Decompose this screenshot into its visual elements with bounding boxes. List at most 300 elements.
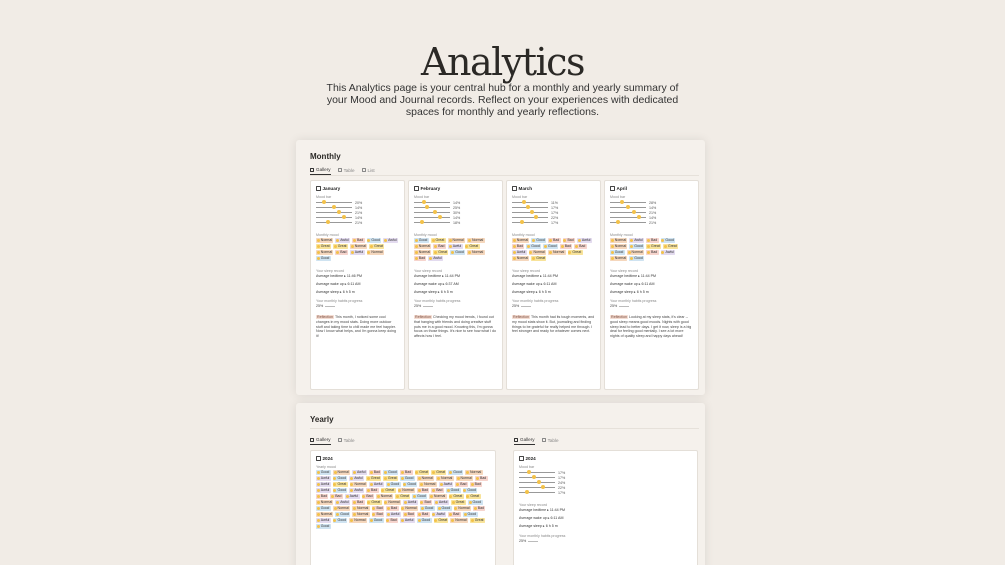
mood-chip: Bad: [386, 518, 398, 523]
mood-chip: Great: [381, 488, 396, 493]
tab-table[interactable]: [338, 437, 355, 445]
mood-chip: Good: [369, 518, 384, 523]
mood-bar-track: [414, 207, 450, 208]
mood-chip: Awful: [349, 488, 364, 493]
mood-chip: Normal: [376, 494, 393, 499]
mood-chip: Good: [448, 470, 463, 475]
sleep-record-label: Your sleep record: [610, 268, 639, 273]
mood-chip: Normal: [512, 256, 529, 261]
mood-chip: Awful: [577, 238, 592, 243]
mood-chip: Awful: [512, 250, 527, 255]
mood-chip: Good: [333, 476, 348, 481]
table-icon: [338, 438, 342, 442]
mood-chip: Awful: [448, 244, 463, 249]
mood-bar-track: [519, 472, 555, 473]
month-card-header: [610, 186, 693, 191]
mood-chip: Good: [367, 238, 382, 243]
habits-progress-label: Your monthly habits progress: [414, 298, 461, 303]
mood-bar-track: [414, 217, 450, 218]
mood-bar-percent: 17%: [558, 475, 566, 480]
mood-chip: Good: [543, 244, 558, 249]
mood-chip: Bad: [372, 506, 384, 511]
mood-chip: Normal: [548, 250, 565, 255]
smiley-icon: [438, 215, 442, 219]
mood-chip: Good: [316, 506, 331, 511]
mood-chip: Awful: [345, 494, 360, 499]
mood-chip: Bad: [330, 494, 342, 499]
average-sleep: Average sleep ▸ 6 h 5 m: [512, 289, 551, 294]
month-card-april[interactable]: [604, 180, 699, 390]
mood-bar-percent: 14%: [453, 215, 461, 220]
mood-bar-percent: 21%: [649, 210, 657, 215]
table-icon: [338, 168, 342, 172]
mood-chips: [414, 238, 497, 261]
tab-label: Table: [547, 437, 559, 443]
mood-chip: Great: [369, 244, 384, 249]
tab-gallery[interactable]: [514, 437, 535, 445]
mood-chip: Bad: [414, 256, 426, 261]
smiley-icon: [326, 220, 330, 224]
mood-bar-track: [610, 207, 646, 208]
page-description: This Analytics page is your central hub for a monthly and yearly summary of your Mood and Journal records. Reflect on your experiences with dedicated spaces for monthly and yearly reflections.: [326, 82, 679, 118]
mood-chip: Normal: [316, 500, 333, 505]
sleep-label: Average bedtime: [414, 273, 442, 278]
mood-chip: Good: [316, 470, 331, 475]
calendar-icon: [512, 186, 517, 191]
calendar-icon: [610, 186, 615, 191]
mood-chip: Awful: [400, 518, 415, 523]
mood-chip: Normal: [419, 482, 436, 487]
smiley-icon: [526, 205, 530, 209]
mood-chip: Good: [463, 512, 478, 517]
mood-chip: Good: [420, 506, 435, 511]
mood-chip: Normal: [456, 476, 473, 481]
mood-bar-percent: 25%: [453, 205, 461, 210]
mood-chip: Bad: [431, 488, 443, 493]
month-card-january[interactable]: [310, 180, 405, 390]
mood-chip: Great: [316, 244, 331, 249]
tab-table[interactable]: [338, 167, 355, 175]
reflection-body: This month, I noticed some cool changes in my mood stats. Doing more outdoor stuff and taking time to chill made me feel happier. Now I know what helps, and I'm gonna keep doing it!: [316, 314, 396, 339]
mood-chip: Normal: [350, 482, 367, 487]
reflection-body: Checking my mood trends, I found out that hanging with friends and doing creative stuff puts me in a good mood. Knowing this, I'm gonna focus on those things. It's nice to see how what I do affects how I feel.: [414, 314, 496, 339]
average-wake: Average wake up ▸ 6:37 AM: [414, 281, 459, 286]
mood-chip: Normal: [627, 250, 644, 255]
mood-chip: Normal: [450, 518, 467, 523]
mood-bar-percent: 14%: [453, 200, 461, 205]
mood-chip: Great: [470, 518, 485, 523]
mood-chip: Normal: [529, 250, 546, 255]
mood-bar-track: [316, 217, 352, 218]
habits-progress-label: Your monthly habits progress: [512, 298, 559, 303]
mood-chip: Normal: [316, 238, 333, 243]
mood-chip: Great: [451, 500, 466, 505]
reflection-text: [512, 315, 595, 334]
reflection-tag: Reflection: [415, 314, 431, 319]
mood-bar-track: [610, 222, 646, 223]
mood-bar-track: [414, 222, 450, 223]
mood-chip: Normal: [414, 250, 431, 255]
sleep-record-label: Your sleep record: [512, 268, 541, 273]
sleep-label: Average sleep: [414, 289, 437, 294]
mood-bar-percent: 21%: [355, 210, 363, 215]
sleep-label: Average wake up: [414, 281, 442, 286]
monthly-view-tabs: [310, 167, 375, 175]
habits-percent: 25%: [414, 303, 422, 308]
yearly-bedtime: Average bedtime ▸ 11:44 PM: [519, 508, 566, 512]
mood-chip: Awful: [629, 238, 644, 243]
tab-gallery[interactable]: [310, 167, 331, 175]
mood-bar-label: Mood bar: [414, 195, 430, 199]
mood-chip: Normal: [454, 506, 471, 511]
mood-chip: Awful: [335, 500, 350, 505]
habits-progress-bar: [423, 306, 433, 307]
habits-progress: [414, 304, 497, 308]
habits-progress-bar: [325, 306, 335, 307]
mood-bar-track: [519, 492, 555, 493]
average-bedtime: Average bedtime ▸ 11:46 PM: [316, 273, 363, 278]
mood-chip: Great: [449, 494, 464, 499]
month-card-title: March: [518, 186, 533, 191]
table-icon: [542, 438, 546, 442]
mood-chip: Normal: [367, 250, 384, 255]
mood-chip: Awful: [428, 256, 443, 261]
mood-chips: [512, 238, 595, 261]
monthly-heading: Monthly: [310, 152, 341, 161]
yearly-wake: Average wake up ▸ 6:11 AM: [519, 516, 564, 520]
sleep-label: Average bedtime: [610, 273, 638, 278]
mood-bar-row: [519, 490, 692, 495]
mood-chip: Great: [531, 256, 546, 261]
smiley-icon: [342, 215, 346, 219]
mood-chip: Good: [333, 488, 348, 493]
sleep-label: Average wake up: [316, 281, 344, 286]
monthly-mood-label: Monthly mood: [610, 233, 633, 237]
smiley-icon: [534, 215, 538, 219]
mood-chip: Normal: [349, 518, 366, 523]
yearly-mood-bars: [519, 470, 692, 495]
mood-bar-track: [512, 212, 548, 213]
mood-chip: Normal: [610, 256, 627, 261]
mood-chip: Great: [433, 250, 448, 255]
mood-chip: Great: [395, 494, 410, 499]
habits-progress: [610, 304, 693, 308]
reflection-text: [610, 315, 693, 339]
month-card-header: [512, 186, 595, 191]
mood-bar-percent: 21%: [649, 220, 657, 225]
mood-chip: Normal: [401, 506, 418, 511]
smiley-icon: [530, 210, 534, 214]
sleep-value: 6:11 AM: [641, 281, 655, 286]
mood-chip: Bad: [563, 238, 575, 243]
mood-chip: Normal: [610, 244, 627, 249]
habits-percent: 25%: [610, 303, 618, 308]
habits-progress-bar: [521, 306, 531, 307]
sleep-record-label: Your sleep record: [414, 268, 443, 273]
sleep-value: 11:44 PM: [444, 273, 461, 278]
mood-chip: Awful: [335, 238, 350, 243]
mood-chip: Great: [465, 244, 480, 249]
mood-bar-percent: 17%: [551, 205, 559, 210]
sleep-label: Average bedtime: [316, 273, 344, 278]
mood-bar-percent: 30%: [453, 210, 461, 215]
monthly-section: [296, 140, 705, 395]
sleep-value: 6 h 5 m: [440, 289, 453, 294]
mood-chip: Normal: [512, 238, 529, 243]
calendar-icon: [316, 186, 321, 191]
mood-chip: Normal: [436, 476, 453, 481]
smiley-icon: [616, 220, 620, 224]
yearly-heading: Yearly: [310, 415, 334, 424]
yearly-stats-card-year: 2024: [525, 456, 536, 461]
mood-bar-percent: 17%: [551, 210, 559, 215]
smiley-icon: [637, 215, 641, 219]
mood-chip: Awful: [434, 500, 449, 505]
mood-chip: Awful: [383, 238, 398, 243]
sleep-value: 6:37 AM: [445, 281, 459, 286]
habits-progress-bar: [619, 306, 629, 307]
sleep-label: Average wake up: [512, 281, 540, 286]
mood-bars: [414, 200, 497, 225]
mood-chip: Great: [568, 250, 583, 255]
reflection-text: [316, 315, 399, 339]
average-sleep: Average sleep ▸ 6 h 5 m: [414, 289, 453, 294]
mood-chip: Bad: [400, 470, 412, 475]
mood-bars: [610, 200, 693, 225]
mood-bar-track: [316, 207, 352, 208]
calendar-icon: [414, 186, 419, 191]
mood-chip: Great: [415, 470, 430, 475]
mood-chip: Good: [417, 518, 432, 523]
mood-chip: Good: [403, 482, 418, 487]
mood-chip: Normal: [316, 512, 333, 517]
mood-chip: Bad: [646, 238, 658, 243]
mood-chip: Bad: [420, 500, 432, 505]
mood-chip: Great: [333, 244, 348, 249]
smiley-icon: [527, 470, 531, 474]
tab-label: Gallery: [316, 437, 331, 442]
mood-chip: Normal: [467, 250, 484, 255]
smiley-icon: [632, 210, 636, 214]
mood-chip: Good: [531, 238, 546, 243]
tab-gallery[interactable]: [310, 437, 331, 445]
tab-label: List: [367, 167, 375, 173]
mood-chip: Awful: [439, 482, 454, 487]
mood-chip: Normal: [429, 494, 446, 499]
mood-chip: Bad: [417, 512, 429, 517]
mood-chip: Awful: [661, 250, 676, 255]
sleep-label: Average wake up: [610, 281, 638, 286]
habits-percent: 25%: [316, 303, 324, 308]
smiley-icon: [520, 220, 524, 224]
mood-chip: Awful: [316, 488, 331, 493]
yearly-mood-chips: [316, 470, 490, 529]
yearly-sleep: Average sleep ▸ 6 h 5 m: [519, 524, 558, 528]
yearly-section: [296, 403, 705, 565]
habits-progress-label: Your monthly habits progress: [610, 298, 657, 303]
mood-chip: Awful: [386, 512, 401, 517]
habits-progress-label: Your monthly habits progress: [316, 298, 363, 303]
reflection-tag: Reflection: [513, 314, 529, 319]
sleep-label: Average sleep: [610, 289, 633, 294]
mood-chip: Awful: [316, 518, 331, 523]
yearly-view-tabs-left: [310, 437, 355, 445]
tab-label: Gallery: [316, 167, 331, 172]
mood-bars: [316, 200, 399, 225]
mood-chip: Awful: [349, 476, 364, 481]
mood-chip: Normal: [384, 500, 401, 505]
gallery-icon: [514, 438, 518, 442]
mood-bar-row: [316, 220, 399, 225]
mood-bar-track: [512, 207, 548, 208]
yearly-mood-card[interactable]: [310, 450, 496, 565]
mood-bars: [512, 200, 595, 225]
mood-bar-percent: 11%: [551, 200, 558, 205]
mood-bar-track: [316, 212, 352, 213]
sleep-value: 6:11 AM: [543, 281, 557, 286]
mood-chip: Good: [316, 524, 331, 529]
reflection-body: This month had its tough moments, and my mood stats show it. But, journaling and finding things to be grateful for really helped me through. I feel stronger and ready for whatever comes next.: [512, 314, 595, 334]
mood-bar-track: [316, 202, 352, 203]
mood-chip: Awful: [316, 476, 331, 481]
mood-chip: Great: [367, 500, 382, 505]
month-card-header: [414, 186, 497, 191]
yearly-stats-card[interactable]: [513, 450, 698, 565]
smiley-icon: [420, 220, 424, 224]
mood-chip: Good: [400, 476, 415, 481]
mood-chip: Bad: [560, 244, 572, 249]
mood-chip: Great: [431, 238, 446, 243]
monthly-mood-label: Monthly mood: [512, 233, 535, 237]
mood-bar-track: [610, 212, 646, 213]
list-icon: [362, 168, 366, 172]
mood-bar-label: Mood bar: [316, 195, 332, 199]
mood-chip: Great: [434, 518, 449, 523]
mood-chip: Good: [383, 470, 398, 475]
mood-chip: Bad: [433, 244, 445, 249]
sleep-label: Average sleep: [512, 289, 535, 294]
yearly-mood-card-year: 2024: [322, 456, 333, 461]
smiley-icon: [537, 480, 541, 484]
mood-chip: Good: [412, 494, 427, 499]
mood-chip: Good: [610, 250, 625, 255]
smiley-icon: [620, 200, 624, 204]
mood-chip: Great: [466, 494, 481, 499]
mood-chip: Bad: [335, 250, 347, 255]
mood-chip: Awful: [403, 500, 418, 505]
habits-progress: [316, 304, 399, 308]
mood-chip: Good: [450, 250, 465, 255]
habits-percent: 25%: [512, 303, 520, 308]
mood-chip: Good: [386, 482, 401, 487]
smiley-icon: [337, 210, 341, 214]
mood-chip: Normal: [610, 238, 627, 243]
reflection-text: [414, 315, 497, 339]
mood-chip: Bad: [473, 506, 485, 511]
mood-bar-percent: 28%: [649, 200, 657, 205]
monthly-mood-label: Monthly mood: [414, 233, 437, 237]
average-wake: Average wake up ▸ 6:11 AM: [316, 281, 361, 286]
mood-chip: Great: [663, 244, 678, 249]
mood-chip: Good: [414, 238, 429, 243]
sleep-value: 11:44 PM: [542, 273, 559, 278]
month-card-march[interactable]: [506, 180, 601, 390]
mood-bar-percent: 14%: [355, 215, 363, 220]
yearly-mood-label: Yearly mood: [316, 465, 336, 469]
smiley-icon: [322, 200, 326, 204]
average-wake: Average wake up ▸ 6:11 AM: [610, 281, 655, 286]
mood-bar-track: [519, 477, 555, 478]
mood-bar-track: [519, 487, 555, 488]
average-bedtime: Average bedtime ▸ 11:44 PM: [414, 273, 461, 278]
tab-list[interactable]: [362, 167, 375, 175]
calendar-icon: [316, 456, 321, 461]
mood-chip: Awful: [352, 470, 367, 475]
tab-label: Table: [343, 167, 355, 173]
mood-chip: Normal: [467, 238, 484, 243]
mood-chip: Normal: [333, 506, 350, 511]
page-title: Analytics: [421, 40, 584, 84]
mood-chip: Good: [463, 488, 478, 493]
smiley-icon: [422, 200, 426, 204]
mood-chip: Bad: [372, 512, 384, 517]
mood-chip: Good: [316, 256, 331, 261]
mood-chip: Bad: [352, 500, 364, 505]
average-sleep: Average sleep ▸ 6 h 5 m: [610, 289, 649, 294]
monthly-mood-label: Monthly mood: [316, 233, 339, 237]
mood-chip: Bad: [417, 488, 429, 493]
mood-bar-track: [316, 222, 352, 223]
yearly-view-tabs-right: [514, 437, 559, 445]
mood-chip: Good: [468, 500, 483, 505]
sleep-value: 6 h 5 m: [538, 289, 551, 294]
smiley-icon: [525, 490, 529, 494]
mood-chip: Good: [629, 244, 644, 249]
mood-chips: [610, 238, 693, 261]
sleep-value: 6 h 5 m: [342, 289, 355, 294]
mood-bar-track: [610, 217, 646, 218]
mood-chip: Normal: [398, 488, 415, 493]
month-card-title: April: [616, 186, 627, 191]
mood-bar-percent: 18%: [453, 220, 461, 225]
mood-chip: Good: [629, 256, 644, 261]
month-card-title: January: [322, 186, 341, 191]
mood-chip: Great: [646, 244, 661, 249]
mood-bar-track: [519, 482, 555, 483]
average-bedtime: Average bedtime ▸ 11:44 PM: [610, 273, 657, 278]
smiley-icon: [541, 485, 545, 489]
tab-table[interactable]: [542, 437, 559, 445]
mood-bar-percent: 14%: [355, 205, 363, 210]
sleep-record-label: Your sleep record: [316, 268, 345, 273]
average-bedtime: Average bedtime ▸ 11:44 PM: [512, 273, 559, 278]
mood-bar-track: [512, 202, 548, 203]
month-card-february[interactable]: [408, 180, 503, 390]
mood-chip: Bad: [369, 470, 381, 475]
mood-chip: Bad: [512, 244, 524, 249]
mood-chip: Bad: [366, 488, 378, 493]
mood-bar-row: [512, 220, 595, 225]
mood-chip: Awful: [432, 512, 447, 517]
smiley-icon: [522, 200, 526, 204]
mood-bar-track: [414, 212, 450, 213]
smiley-icon: [433, 210, 437, 214]
yearly-habits-label: Your monthly habits progress: [519, 534, 566, 538]
mood-bar-label: Mood bar: [512, 195, 528, 199]
calendar-icon: [519, 456, 524, 461]
mood-bar-row: [414, 220, 497, 225]
mood-chip: Bad: [548, 238, 560, 243]
